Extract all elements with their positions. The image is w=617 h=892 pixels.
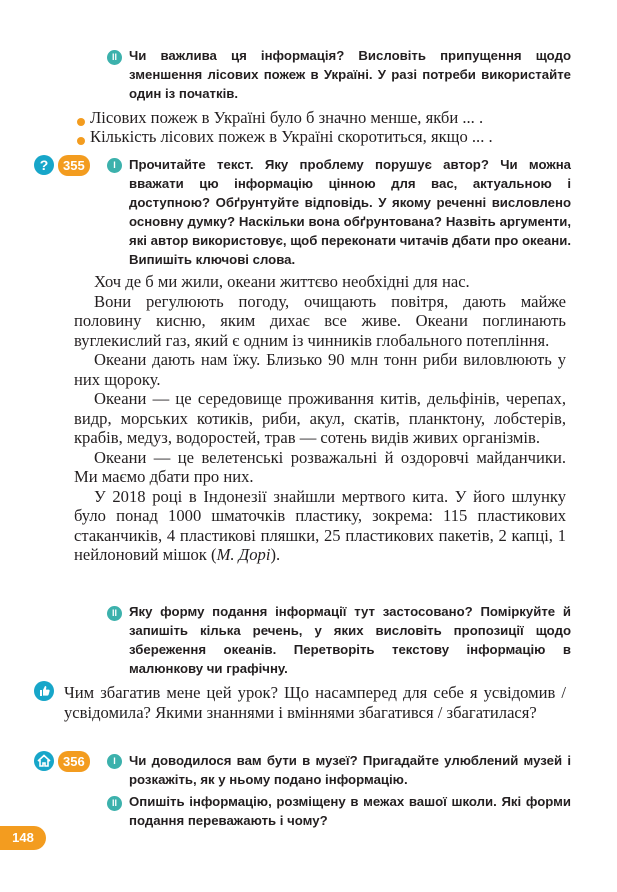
question-icon xyxy=(34,155,54,175)
ocean-text xyxy=(74,272,566,565)
bullet-icon xyxy=(77,137,85,145)
level-one-icon: I xyxy=(107,158,122,173)
level-two-icon: II xyxy=(107,606,122,621)
exercise-356-task-1: Чи доводилося вам бути в музеї? Пригадайте улюблений музей і розкажіть, як у ньому подано інформацію. xyxy=(129,753,571,787)
text-paragraph-6-body: У 2018 році в Індонезії знайшли мертвого кита. У його шлунку було понад 1000 шматочків пластику, зокрема: 115 пластикових стаканчиків, 4 пластикові пляшки, 25 пластикових пакетів, 2 капці, 1 нейлоновий мішок xyxy=(74,486,566,564)
text-author: М. Дорі xyxy=(216,545,271,564)
bullet-item-1: Лісових пожеж в Україні було б значно менше, якби ... . xyxy=(90,108,484,127)
exercise-number-355: 355 xyxy=(58,155,90,176)
exercise-355-task: Прочитайте текст. Яку проблему порушує автор? Чи можна вважати цю інформацію цінною для вас, актуальною і доступною? Обґрунтуйте відповідь. У якому реченні висловлено основну думку? Наскільки вона обґрунтована? Назвіть аргументи, які автор використовує, щоб переконати читачів дбати про океани. Випишіть ключові слова. xyxy=(129,157,571,267)
text-paragraph-6: У 2018 році в Індонезії знайшли мертвого кита. У його шлунку було понад 1000 шматочків пластику, зокрема: 115 пластикових стаканчиків, 4 пластикові пляшки, 25 пластикових пакетів, 2 капці, 1 нейлоновий мішок (М. Дорі). xyxy=(74,486,566,564)
house-icon xyxy=(34,751,54,771)
text-paragraph-5: Океани — це велетенські розважальні й оздоровчі майданчики. Ми маємо дбати про них. xyxy=(74,447,566,486)
intro-task-text: Чи важлива ця інформація? Висловіть припущення щодо зменшення лісових пожеж в Україні. У разі потреби використайте один із початків. xyxy=(129,48,571,101)
text-paragraph-2: Вони регулюють погоду, очищають повітря, дають майже половину кисню, яким дихає все живе. Океани поглинають вуглекислий газ, який є одним із чинників глобального потепління. xyxy=(74,291,566,350)
bullet-icon xyxy=(77,118,85,126)
exercise-356-task-2: Опишіть інформацію, розміщену в межах вашої школи. Які форми подання переважають і чому? xyxy=(129,794,571,828)
svg-text:?: ? xyxy=(39,157,49,173)
level-one-icon: I xyxy=(107,754,122,769)
reflection-text: Чим збагатив мене цей урок? Що насамперед для себе я усвідомив / усвідомила? Якими знаннями і вміннями збагатився / збагатилася? xyxy=(64,683,566,722)
exercise-355-task-2: Яку форму подання інформації тут застосовано? Поміркуйте й запишіть кілька речень, у яких висловіть пропозиції щодо збереження океанів. Перетворіть текстову інформацію в малюнкову чи графічну. xyxy=(129,604,571,676)
level-two-icon: II xyxy=(107,796,122,811)
exercise-number-356: 356 xyxy=(58,751,90,772)
bullet-item-2: Кількість лісових пожеж в Україні скоротиться, якщо ... . xyxy=(90,127,493,146)
level-two-icon: II xyxy=(107,50,122,65)
page-number: 148 xyxy=(0,826,46,850)
text-paragraph-4: Океани — це середовище проживання китів, дельфінів, черепах, видр, морських котиків, риби, акул, скатів, планктону, лобстерів, крабів, медуз, водоростей, трав — сотень видів живих організмів. xyxy=(74,389,566,447)
text-paragraph-3: Океани дають нам їжу. Близько 90 млн тонн риби виловлюють у них щороку. xyxy=(74,350,566,389)
text-paragraph-1: Хоч де б ми жили, океани життєво необхідні для нас. xyxy=(94,272,470,291)
thumbs-up-icon xyxy=(34,681,54,701)
